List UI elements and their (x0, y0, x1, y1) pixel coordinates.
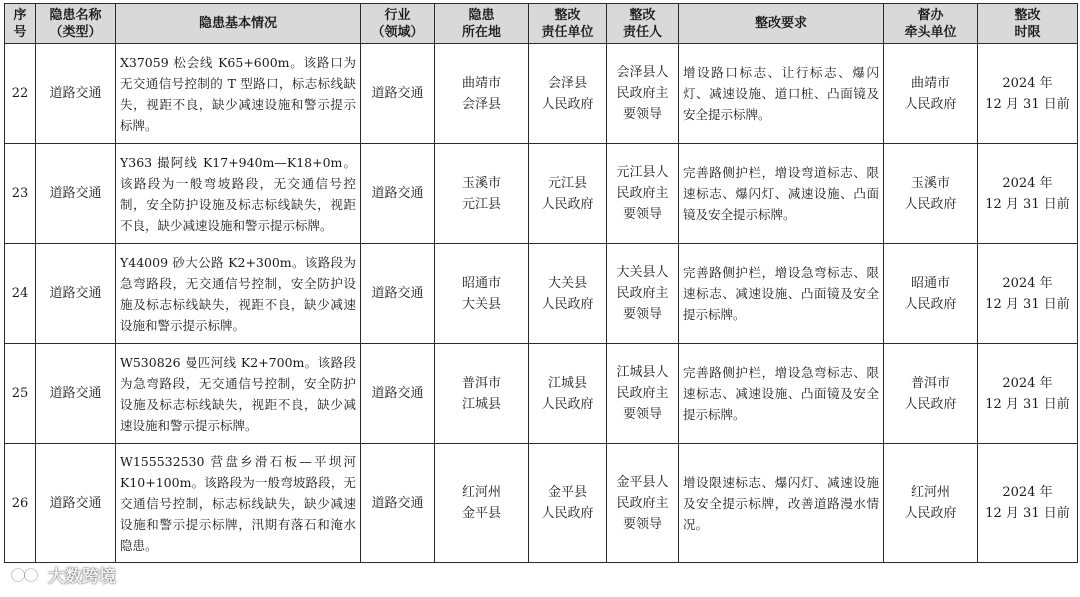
responsible-person (607, 344, 679, 444)
rectification-requirement: 增设路口标志、让行标志、爆闪灯、减速设施、道口桩、凸面镜及安全提示标牌。 (679, 44, 884, 144)
table-body (5, 44, 1078, 563)
cell-line: 会泽县人 (616, 65, 669, 80)
cell-line: 要领导 (622, 407, 662, 422)
cell-line: 人民政府 (541, 96, 594, 112)
cell-line: 江城县人 (616, 365, 669, 380)
deadline (978, 344, 1078, 444)
supervising-unit (884, 244, 978, 344)
deadline (978, 44, 1078, 144)
cell-line: 人民政府 (904, 506, 957, 521)
responsible-person (607, 144, 679, 244)
supervising-unit (884, 44, 978, 144)
column-header-label: 整改 (554, 7, 581, 23)
cell-line: 会泽县 (547, 75, 587, 91)
cell-line: 12 月 31 日前 (985, 396, 1070, 412)
hazard-location (435, 444, 529, 563)
cell-line: 人民政府 (541, 196, 594, 212)
watermark (10, 562, 116, 587)
hazard-location (435, 344, 529, 444)
row-number: 24 (5, 244, 36, 344)
cell-line: 大关县 (547, 275, 587, 291)
hazard-type: 道路交通 (36, 44, 116, 144)
responsible-unit (529, 444, 607, 563)
hazard-description: X37059 松会线 K65+600m。该路口为无交通信号控制的 T 型路口，标志标线缺失，视距不良，缺少减速设施和警示提示标牌。 (116, 44, 361, 144)
cell-line: 12 月 31 日前 (985, 96, 1070, 112)
cell-line: 玉溪市 (461, 175, 501, 191)
column-header (679, 4, 884, 44)
cell-line: 红河州 (910, 485, 950, 500)
industry: 道路交通 (361, 344, 435, 444)
hazard-type: 道路交通 (36, 244, 116, 344)
hazard-description: Y363 撮阿线 K17+940m—K18+0m。该路段为一般弯坡路段，无交通信号控制，安全防护设施及标志标线缺失，视距不良，缺少减速设施和警示提示标牌。 (116, 144, 361, 244)
column-header-label: 隐患基本情况 (198, 16, 277, 31)
cell-line: 人民政府 (904, 296, 957, 312)
hazard-description: W530826 曼匹河线 K2+700m。该路段为急弯路段，无交通信号控制，安全防护设施及标志标线缺失，视距不良，缺少减速设施和警示提示标牌。 (116, 344, 361, 444)
responsible-person (607, 444, 679, 563)
responsible-person (607, 44, 679, 144)
column-header (978, 4, 1078, 44)
cell-line: 元江县人 (616, 165, 669, 180)
supervising-unit (884, 144, 978, 244)
hazard-location (435, 244, 529, 344)
cell-line: 大关县 (461, 296, 501, 312)
cell-line: 人民政府 (541, 396, 594, 412)
column-header (361, 4, 435, 44)
cell-line: 元江县 (461, 196, 501, 212)
industry: 道路交通 (361, 444, 435, 563)
cell-line: 普洱市 (910, 375, 950, 391)
rectification-requirement: 完善路侧护栏，增设弯道标志、限速标志、爆闪灯、减速设施、凸面镜及安全提示标牌。 (679, 144, 884, 244)
rectification-requirement: 完善路侧护栏，增设急弯标志、限速标志、减速设施、凸面镜及安全提示标牌。 (679, 344, 884, 444)
watermark-text: 大数跨境 (48, 567, 116, 587)
column-header (5, 4, 36, 44)
cell-line: 玉溪市 (910, 175, 950, 191)
table-header-row (5, 4, 1078, 44)
cell-line: 江城县 (547, 375, 587, 391)
cell-line: 12 月 31 日前 (985, 196, 1070, 212)
cell-line: 大关县人 (616, 265, 669, 280)
column-header-label: 隐患名称 (49, 7, 102, 23)
hazard-type: 道路交通 (36, 444, 116, 563)
cell-line: 12 月 31 日前 (985, 296, 1070, 312)
cell-line: 要领导 (622, 107, 662, 122)
industry: 道路交通 (361, 44, 435, 144)
cell-line: 人民政府 (904, 196, 957, 212)
row-number: 25 (5, 344, 36, 444)
responsible-unit (529, 44, 607, 144)
deadline (978, 444, 1078, 563)
industry: 道路交通 (361, 144, 435, 244)
column-header-label: 责任单位 (541, 24, 594, 40)
deadline (978, 144, 1078, 244)
cell-line: 要领导 (622, 207, 662, 222)
responsible-unit (529, 144, 607, 244)
column-header (884, 4, 978, 44)
hazard-location (435, 44, 529, 144)
supervising-unit (884, 444, 978, 563)
cell-line: 民政府主 (616, 386, 669, 401)
column-header-label: 隐患 (468, 7, 495, 23)
column-header (36, 4, 116, 44)
cell-line: 金平县 (547, 485, 587, 500)
cell-line: 金平县 (461, 506, 501, 521)
cell-line: 民政府主 (616, 495, 669, 511)
cell-line: 12 月 31 日前 (985, 506, 1070, 521)
logo-icon (10, 564, 44, 586)
rectification-requirement: 完善路侧护栏，增设急弯标志、限速标志、减速设施、凸面镜及安全提示标牌。 (679, 244, 884, 344)
cell-line: 昭通市 (910, 275, 950, 291)
column-header-label: 整改 (1014, 7, 1041, 23)
column-header-label: 序 (13, 7, 27, 23)
column-header-label: 号 (13, 24, 27, 40)
hazard-description: W155532530 营盘乡滑石板—平坝河 K10+100m。该路段为一般弯坡路段，无交通信号控制，标志标线缺失，缺少减速设施和警示提示标牌，汛期有落石和淹水隐患。 (116, 444, 361, 563)
column-header (435, 4, 529, 44)
cell-line: 人民政府 (904, 396, 957, 412)
column-header-label: 整改要求 (754, 16, 807, 31)
hazard-location (435, 144, 529, 244)
hazard-description: Y44009 砂大公路 K2+300m。该路段为急弯路段，无交通信号控制，安全防护设施及标志标线缺失，视距不良，缺少减速设施和警示提示标牌。 (116, 244, 361, 344)
cell-line: 民政府主 (616, 286, 669, 301)
column-header-label: 时限 (1014, 24, 1041, 40)
cell-line: 人民政府 (541, 296, 594, 312)
cell-line: 要领导 (622, 307, 662, 322)
cell-line: 曲靖市 (461, 75, 501, 91)
column-header (607, 4, 679, 44)
table-row (5, 344, 1078, 444)
column-header (116, 4, 361, 44)
table-row (5, 44, 1078, 144)
column-header-label: 牵头单位 (904, 24, 957, 40)
cell-line: 昭通市 (461, 275, 501, 291)
column-header-label: 整改 (629, 7, 656, 23)
cell-line: 2024 年 (1002, 75, 1053, 91)
cell-line: 人民政府 (541, 506, 594, 521)
supervising-unit (884, 344, 978, 444)
cell-line: 元江县 (547, 175, 587, 191)
cell-line: 普洱市 (461, 375, 501, 391)
cell-line: 民政府主 (616, 186, 669, 201)
column-header (529, 4, 607, 44)
deadline (978, 244, 1078, 344)
column-header-label: （类型） (49, 24, 102, 40)
hazard-type: 道路交通 (36, 144, 116, 244)
table-row (5, 144, 1078, 244)
cell-line: 2024 年 (1002, 485, 1053, 500)
table-row (5, 244, 1078, 344)
column-header-label: （领域） (371, 24, 424, 40)
column-header-label: 所在地 (461, 24, 501, 40)
industry: 道路交通 (361, 244, 435, 344)
rectification-requirement: 增设限速标志、爆闪灯、减速设施及安全提示标牌，改善道路漫水情况。 (679, 444, 884, 563)
cell-line: 2024 年 (1002, 275, 1053, 291)
responsible-unit (529, 344, 607, 444)
cell-line: 红河州 (461, 485, 501, 500)
responsible-unit (529, 244, 607, 344)
responsible-person (607, 244, 679, 344)
cell-line: 2024 年 (1002, 375, 1053, 391)
column-header-label: 督办 (917, 7, 944, 23)
cell-line: 人民政府 (904, 96, 957, 112)
row-number: 23 (5, 144, 36, 244)
hazard-table (4, 3, 1078, 563)
column-header-label: 责任人 (622, 24, 662, 40)
hazard-type: 道路交通 (36, 344, 116, 444)
cell-line: 金平县人 (616, 474, 669, 490)
table-row (5, 444, 1078, 563)
cell-line: 会泽县 (461, 96, 501, 112)
cell-line: 民政府主 (616, 86, 669, 101)
cell-line: 曲靖市 (910, 75, 950, 91)
cell-line: 2024 年 (1002, 175, 1053, 191)
row-number: 26 (5, 444, 36, 563)
column-header-label: 行业 (384, 7, 411, 23)
cell-line: 江城县 (461, 396, 501, 412)
row-number: 22 (5, 44, 36, 144)
cell-line: 要领导 (622, 516, 662, 532)
